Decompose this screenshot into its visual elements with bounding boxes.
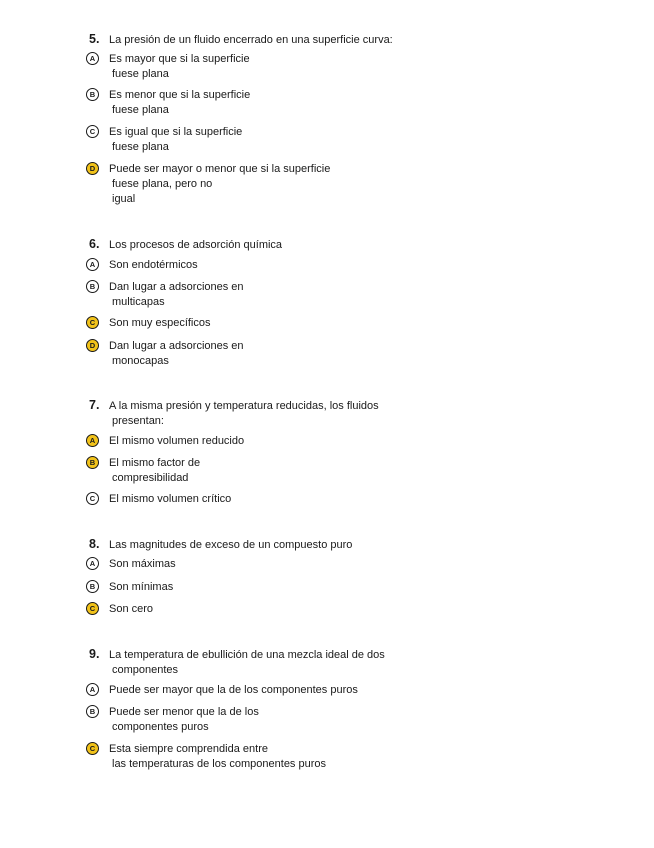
option-text: Es mayor que si la superficie bbox=[109, 53, 250, 65]
question-number: 5. bbox=[89, 32, 100, 46]
option-text: El mismo volumen reducido bbox=[109, 435, 245, 447]
answer-bubble[interactable]: B bbox=[86, 280, 99, 293]
option-text: El mismo volumen crítico bbox=[109, 493, 232, 505]
option-text: Son muy específicos bbox=[109, 317, 211, 329]
answer-bubble[interactable]: A bbox=[86, 52, 99, 65]
answer-bubble[interactable]: C bbox=[86, 125, 99, 138]
answer-bubble-selected[interactable]: D bbox=[86, 162, 99, 175]
question-text: Los procesos de adsorción química bbox=[109, 239, 283, 251]
question-number: 6. bbox=[89, 237, 100, 251]
option-text: Son mínimas bbox=[109, 581, 174, 593]
option-text: las temperaturas de los componentes puros bbox=[112, 758, 327, 770]
answer-bubble[interactable]: B bbox=[86, 705, 99, 718]
option-text: igual bbox=[112, 193, 136, 205]
option-text: compresibilidad bbox=[112, 472, 189, 484]
question-text: componentes bbox=[112, 664, 179, 676]
option-text: Son cero bbox=[109, 603, 154, 615]
answer-bubble-selected[interactable]: C bbox=[86, 602, 99, 615]
option-text: Son endotérmicos bbox=[109, 259, 198, 271]
question-stem bbox=[86, 538, 466, 553]
question-8 bbox=[86, 537, 466, 615]
option-text: componentes puros bbox=[112, 721, 209, 733]
answer-bubble[interactable]: C bbox=[86, 492, 99, 505]
option-text: Esta siempre comprendida entre bbox=[109, 743, 268, 755]
question-5 bbox=[86, 32, 466, 205]
question-6 bbox=[86, 237, 466, 367]
question-stem bbox=[86, 648, 466, 678]
option-text: Puede ser menor que la de los bbox=[109, 706, 259, 718]
question-number: 9. bbox=[89, 647, 100, 661]
question-7 bbox=[86, 398, 466, 505]
answer-bubble-selected[interactable]: C bbox=[86, 316, 99, 329]
question-stem bbox=[86, 33, 466, 48]
answer-bubble-selected[interactable]: A bbox=[86, 434, 99, 447]
question-text: La presión de un fluido encerrado en una superficie curva: bbox=[109, 34, 393, 46]
option-text: multicapas bbox=[112, 296, 165, 308]
option-text: Son máximas bbox=[109, 558, 176, 570]
option-text: Es menor que si la superficie bbox=[109, 89, 251, 101]
answer-bubble[interactable]: B bbox=[86, 580, 99, 593]
option-text: Puede ser mayor o menor que si la superficie bbox=[109, 163, 331, 175]
question-text: presentan: bbox=[112, 415, 164, 427]
answer-bubble-selected[interactable]: C bbox=[86, 742, 99, 755]
option-text: Es igual que si la superficie bbox=[109, 126, 243, 138]
question-stem bbox=[86, 238, 466, 253]
question-9 bbox=[86, 647, 466, 770]
answer-bubble[interactable]: A bbox=[86, 557, 99, 570]
option-text: Dan lugar a adsorciones en bbox=[109, 281, 244, 293]
answer-bubble[interactable]: A bbox=[86, 683, 99, 696]
answer-bubble-selected[interactable]: B bbox=[86, 456, 99, 469]
option-text: fuese plana, pero no bbox=[112, 178, 213, 190]
question-number: 7. bbox=[89, 398, 100, 412]
option-text: Dan lugar a adsorciones en bbox=[109, 340, 244, 352]
answer-bubble-selected[interactable]: D bbox=[86, 339, 99, 352]
question-text: Las magnitudes de exceso de un compuesto puro bbox=[109, 539, 353, 551]
option-text: Puede ser mayor que la de los componentes puros bbox=[109, 684, 358, 696]
option-text: El mismo factor de bbox=[109, 457, 201, 469]
question-text: A la misma presión y temperatura reducidas, los fluidos bbox=[109, 400, 379, 412]
answer-bubble[interactable]: A bbox=[86, 258, 99, 271]
question-stem bbox=[86, 399, 466, 429]
option-text: fuese plana bbox=[112, 104, 169, 116]
answer-bubble[interactable]: B bbox=[86, 88, 99, 101]
option-text: fuese plana bbox=[112, 68, 169, 80]
question-number: 8. bbox=[89, 537, 100, 551]
option-text: fuese plana bbox=[112, 141, 169, 153]
option-text: monocapas bbox=[112, 355, 169, 367]
question-text: La temperatura de ebullición de una mezcla ideal de dos bbox=[109, 649, 385, 661]
